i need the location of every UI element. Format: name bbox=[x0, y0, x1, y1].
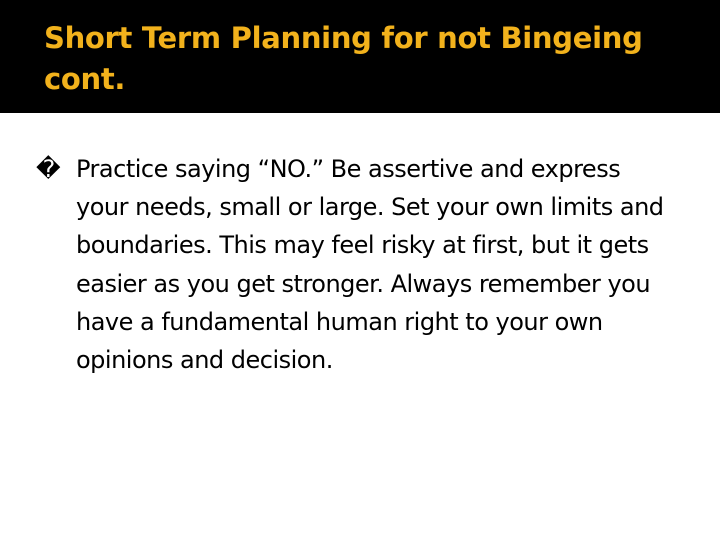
bullet-icon: � bbox=[36, 155, 61, 183]
title-bar bbox=[0, 0, 720, 113]
bullet-text: Practice saying “NO.” Be assertive and express your needs, small or large. Set your own limits and boundaries. This may feel risky at first, but it gets easier as you get stronger. Always remember you have a fundamental human right to your own opinions and decision. bbox=[76, 155, 664, 375]
slide-title: Short Term Planning for not Bingeing cont. bbox=[44, 21, 643, 96]
bullet-item bbox=[36, 150, 676, 379]
slide-body bbox=[36, 150, 676, 379]
